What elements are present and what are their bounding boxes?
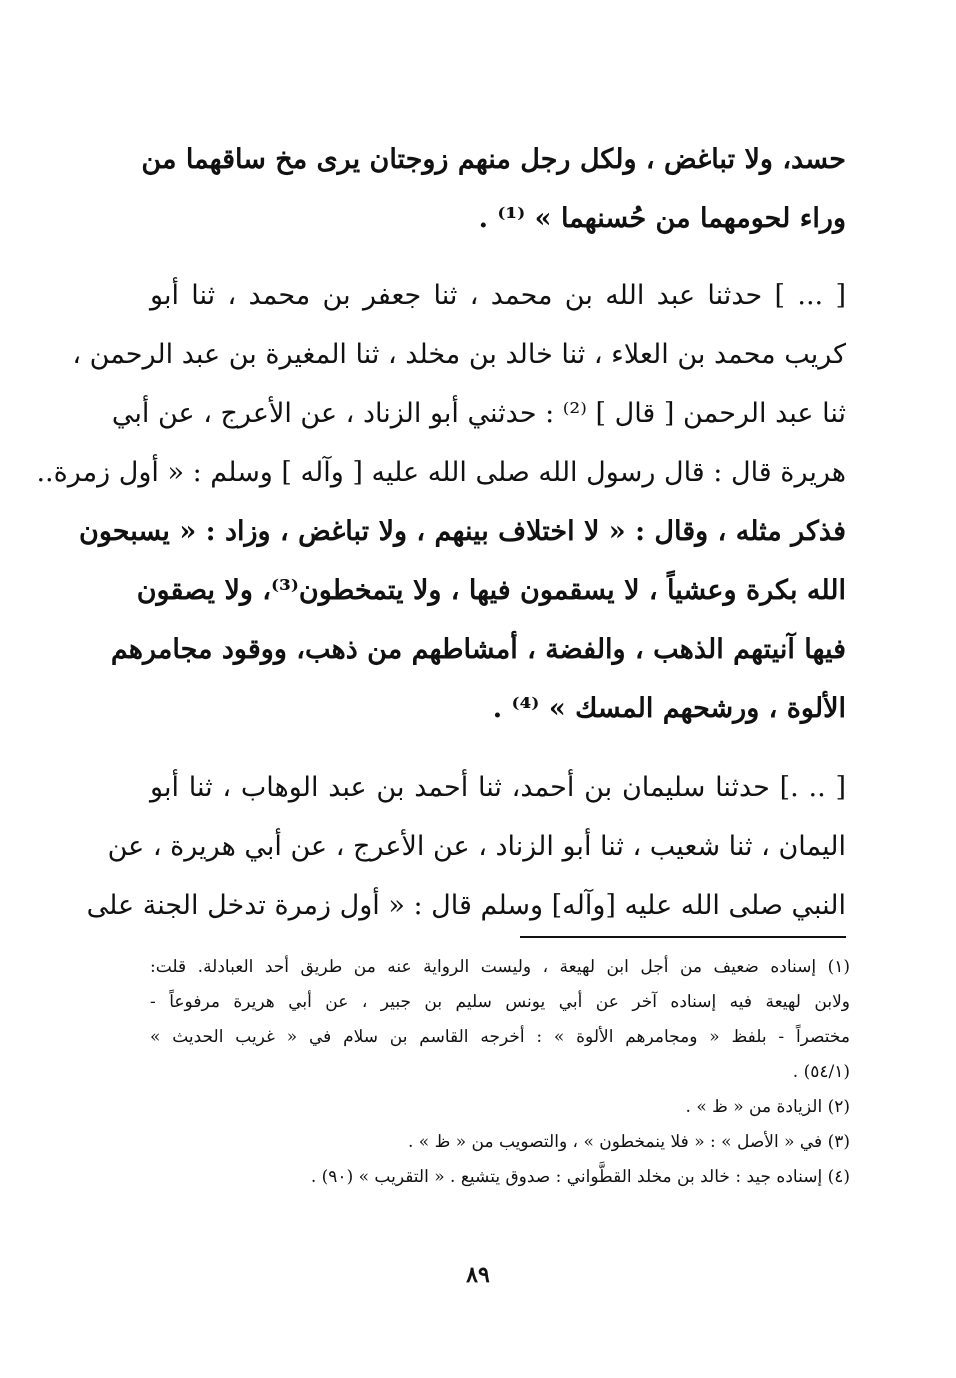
footnote-line: ولابن لهيعة فيه إسناده آخر عن أبي يونس سليم بن جبير ، عن أبي هريرة مرفوعاً - <box>150 992 850 1012</box>
paragraph-3 <box>86 758 846 935</box>
footnote-line: (٥٤/١) . <box>792 1062 850 1082</box>
text-line: فيها آنيتهم الذهب ، والفضة ، أمشاطهم من ذهب، ووقود مجامرهم <box>110 634 846 665</box>
footnote-separator <box>520 936 846 938</box>
paragraph-2 <box>36 266 846 738</box>
text-line: فذكر مثله ، وقال : « لا اختلاف بينهم ، ولا تباغض ، وزاد : « يسبحون <box>78 516 846 547</box>
footnote-line: مختصراً - بلفظ « ومجامرهم الألوة » : أخرجه القاسم بن سلام في « غريب الحديث » <box>150 1027 850 1047</box>
footnotes <box>150 950 850 1195</box>
text-line: النبي صلى الله عليه [وآله] وسلم قال : « أول زمرة تدخل الجنة على <box>86 890 846 921</box>
page-number: ٨٩ <box>466 1262 490 1288</box>
footnote-line: (٣) في « الأصل » : « فلا ينمخطون » ، والتصويب من « ظ » . <box>407 1132 850 1152</box>
text-line: ثنا عبد الرحمن [ قال ] ⁽²⁾ : حدثني أبو الزناد ، عن الأعرج ، عن أبي <box>111 398 846 429</box>
text-line: اليمان ، ثنا شعيب ، ثنا أبو الزناد ، عن الأعرج ، عن أبي هريرة ، عن <box>107 831 846 862</box>
footnote-line: (١) إسناده ضعيف من أجل ابن لهيعة ، وليست الرواية عنه من طريق أحد العبادلة. قلت: <box>150 957 850 977</box>
text-line: حسد، ولا تباغض ، ولكل رجل منهم زوجتان يرى مخ ساقهما من <box>141 144 846 175</box>
text-line: كريب محمد بن العلاء ، ثنا خالد بن مخلد ، ثنا المغيرة بن عبد الرحمن ، <box>72 339 846 370</box>
text-line: هريرة قال : قال رسول الله صلى الله عليه [ وآله ] وسلم : « أول زمرة.. <box>36 457 846 488</box>
paragraph-1 <box>141 130 846 248</box>
text-line: [ ... ] حدثنا عبد الله بن محمد ، ثنا جعفر بن محمد ، ثنا أبو <box>150 280 846 311</box>
text-line: الألوة ، ورشحهم المسك » ⁽⁴⁾ . <box>492 693 846 724</box>
text-line: وراء لحومهما من حُسنهما » ⁽¹⁾ . <box>478 203 846 234</box>
footnote-line: (٤) إسناده جيد : خالد بن مخلد القطَّواني : صدوق يتشيع . « التقريب » (٩٠) . <box>310 1167 850 1187</box>
footnote-line: (٢) الزيادة من « ظ » . <box>685 1097 850 1117</box>
text-line: [ .. .] حدثنا سليمان بن أحمد، ثنا أحمد بن عبد الوهاب ، ثنا أبو <box>150 772 846 803</box>
text-line: الله بكرة وعشياً ، لا يسقمون فيها ، ولا يتمخطون⁽³⁾، ولا يصقون <box>136 575 846 606</box>
